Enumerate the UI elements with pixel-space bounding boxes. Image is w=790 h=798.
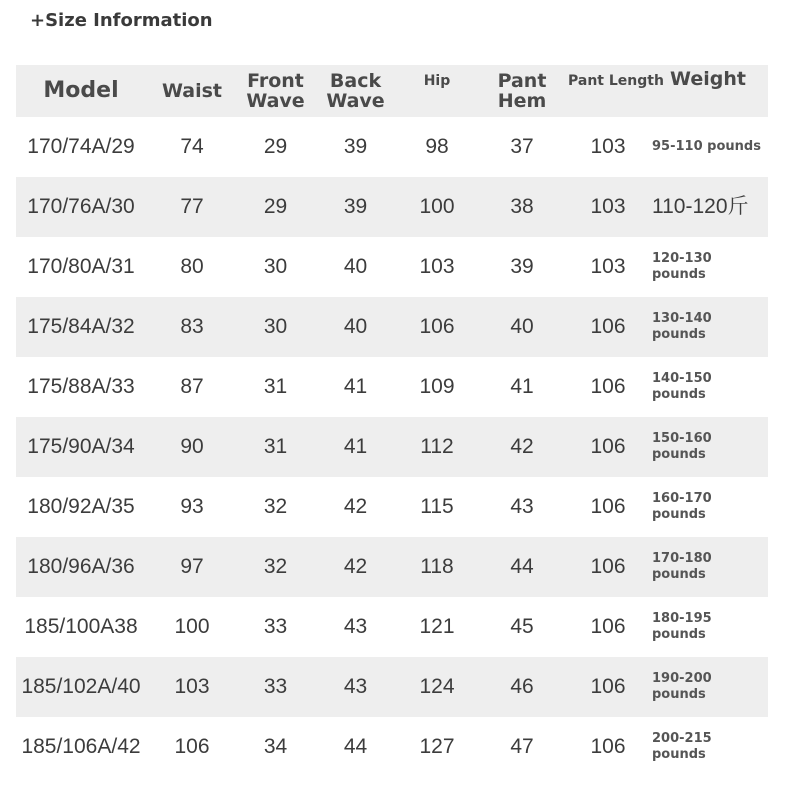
cell-model: 180/96A/36 <box>27 555 135 578</box>
cell-hip: 121 <box>419 615 455 638</box>
table-row <box>16 417 768 477</box>
cell-waist: 100 <box>174 615 210 638</box>
cell-weight: 200-215 pounds <box>652 731 712 762</box>
cell-waist: 90 <box>180 435 204 458</box>
cell-pant-length: 106 <box>590 675 626 698</box>
header-front-wave: Front Wave <box>246 70 305 112</box>
cell-front-wave: 32 <box>263 495 288 518</box>
cell-waist: 106 <box>174 735 210 758</box>
cell-pant-hem: 38 <box>510 195 534 218</box>
cell-hip: 127 <box>419 735 455 758</box>
cell-waist: 80 <box>180 255 204 278</box>
header-hip: Hip <box>423 73 451 89</box>
cell-model: 185/102A/40 <box>21 675 141 698</box>
table-row <box>16 597 768 657</box>
cell-front-wave: 34 <box>263 735 288 758</box>
cell-weight: 120-130 pounds <box>652 251 712 282</box>
cell-pant-length: 106 <box>590 315 626 338</box>
cell-pant-hem: 42 <box>510 435 534 458</box>
header-model: Model <box>43 78 119 103</box>
cell-pant-hem: 45 <box>510 615 534 638</box>
cell-front-wave: 29 <box>263 135 288 158</box>
cell-pant-length: 103 <box>590 195 626 218</box>
header-back-wave: Back Wave <box>326 70 385 112</box>
cell-weight: 130-140 pounds <box>652 311 712 342</box>
cell-pant-length: 103 <box>590 255 626 278</box>
cell-weight: 150-160 pounds <box>652 431 712 462</box>
cell-waist: 74 <box>180 135 204 158</box>
cell-weight: 160-170 pounds <box>652 491 712 522</box>
cell-weight: 170-180 pounds <box>652 551 712 582</box>
cell-waist: 87 <box>180 375 204 398</box>
cell-waist: 97 <box>180 555 204 578</box>
cell-hip: 109 <box>419 375 455 398</box>
cell-hip: 106 <box>419 315 455 338</box>
cell-pant-length: 106 <box>590 435 626 458</box>
cell-back-wave: 42 <box>343 495 368 518</box>
table-row <box>16 237 768 297</box>
cell-pant-hem: 37 <box>510 135 534 158</box>
cell-weight: 110-120斤 <box>652 195 749 218</box>
table-header-row <box>16 65 768 117</box>
header-pant-hem: Pant Hem <box>497 70 547 112</box>
cell-weight: 95-110 pounds <box>652 139 761 154</box>
table-row <box>16 297 768 357</box>
cell-model: 170/80A/31 <box>27 255 135 278</box>
cell-model: 180/92A/35 <box>27 495 135 518</box>
cell-hip: 124 <box>419 675 455 698</box>
page-title: +Size Information <box>30 10 213 31</box>
cell-pant-length: 106 <box>590 555 626 578</box>
cell-hip: 100 <box>419 195 455 218</box>
cell-model: 175/88A/33 <box>27 375 135 398</box>
cell-model: 185/106A/42 <box>21 735 141 758</box>
cell-model: 175/90A/34 <box>27 435 135 458</box>
cell-model: 170/76A/30 <box>27 195 135 218</box>
table-row <box>16 477 768 537</box>
header-waist: Waist <box>161 80 222 102</box>
cell-pant-length: 106 <box>590 375 626 398</box>
table-row <box>16 357 768 417</box>
cell-waist: 93 <box>180 495 204 518</box>
cell-front-wave: 33 <box>263 615 288 638</box>
table-row <box>16 657 768 717</box>
cell-pant-hem: 44 <box>510 555 534 578</box>
cell-front-wave: 30 <box>263 315 288 338</box>
cell-weight: 180-195 pounds <box>652 611 712 642</box>
cell-back-wave: 40 <box>343 255 368 278</box>
cell-front-wave: 30 <box>263 255 288 278</box>
cell-hip: 115 <box>420 495 454 518</box>
cell-pant-length: 106 <box>590 615 626 638</box>
cell-front-wave: 32 <box>263 555 288 578</box>
cell-waist: 77 <box>180 195 204 218</box>
cell-pant-length: 106 <box>590 495 626 518</box>
cell-back-wave: 41 <box>343 435 368 458</box>
cell-waist: 83 <box>180 315 204 338</box>
cell-back-wave: 39 <box>343 135 368 158</box>
cell-back-wave: 39 <box>343 195 368 218</box>
cell-back-wave: 43 <box>343 615 368 638</box>
cell-pant-hem: 47 <box>510 735 534 758</box>
cell-front-wave: 33 <box>263 675 288 698</box>
table-body <box>16 117 768 777</box>
cell-pant-hem: 39 <box>510 255 534 278</box>
cell-back-wave: 41 <box>343 375 368 398</box>
table-row <box>16 177 768 237</box>
cell-waist: 103 <box>174 675 210 698</box>
header-pant-length: Pant Length <box>568 73 664 89</box>
cell-back-wave: 40 <box>343 315 368 338</box>
table-row <box>16 537 768 597</box>
cell-pant-length: 106 <box>590 735 626 758</box>
cell-model: 170/74A/29 <box>27 135 135 158</box>
cell-pant-hem: 46 <box>510 675 534 698</box>
cell-weight: 190-200 pounds <box>652 671 712 702</box>
cell-hip: 112 <box>420 435 454 458</box>
size-table <box>16 65 768 777</box>
cell-front-wave: 31 <box>263 435 288 458</box>
cell-front-wave: 29 <box>263 195 288 218</box>
cell-back-wave: 43 <box>343 675 368 698</box>
cell-pant-hem: 43 <box>510 495 534 518</box>
cell-back-wave: 44 <box>343 735 368 758</box>
cell-hip: 118 <box>420 555 454 578</box>
table-row <box>16 717 768 777</box>
header-weight: Weight <box>670 68 746 90</box>
table-row <box>16 117 768 177</box>
cell-pant-hem: 40 <box>510 315 534 338</box>
cell-model: 175/84A/32 <box>27 315 135 338</box>
cell-weight: 140-150 pounds <box>652 371 712 402</box>
cell-pant-hem: 41 <box>510 375 534 398</box>
cell-hip: 98 <box>425 135 449 158</box>
cell-pant-length: 103 <box>590 135 626 158</box>
cell-hip: 103 <box>419 255 455 278</box>
cell-model: 185/100A38 <box>24 615 138 638</box>
cell-back-wave: 42 <box>343 555 368 578</box>
cell-front-wave: 31 <box>263 375 288 398</box>
